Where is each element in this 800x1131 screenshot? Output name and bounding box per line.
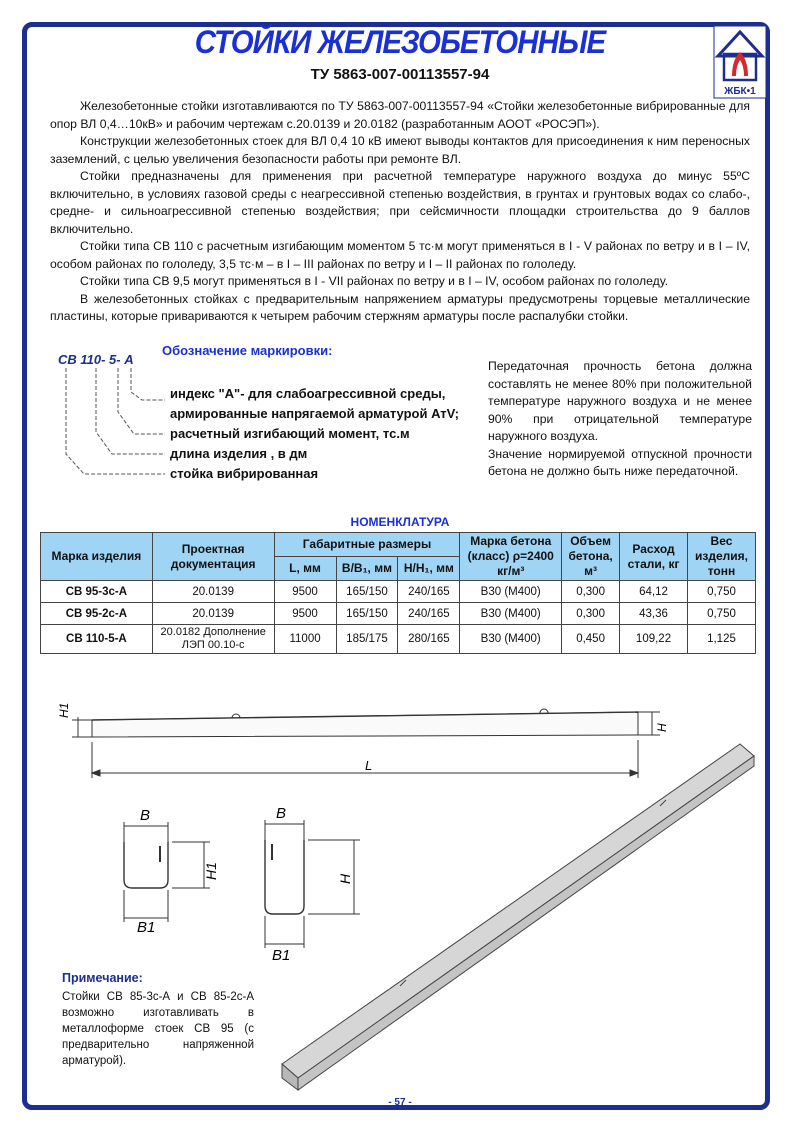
cell-width: 165/150 (336, 603, 398, 625)
legend-item: расчетный изгибающий момент, тс.м (170, 426, 410, 441)
header-doc: Проектная документация (152, 533, 274, 581)
legend-item: армированные напрягаемой арматурой АтV; (170, 406, 459, 421)
cell-length: 9500 (274, 603, 336, 625)
header-mark: Марка изделия (41, 533, 153, 581)
header-weight: Вес изделия, тонн (687, 533, 755, 581)
cross-section-top (124, 822, 210, 922)
label-h1: H1 (57, 702, 71, 718)
legend-item: индекс "А"- для слабоагрессивной среды, (170, 386, 446, 401)
paragraph: В железобетонных стойках с предварительным напряжением арматуры предусмотрены торцевые металлические пластины, которые привариваются к четырем рабочим стержням арматуры после распалубки стойки. (50, 291, 750, 323)
label-b: B (140, 807, 151, 824)
cell-doc: 20.0139 (152, 603, 274, 625)
label-b: B (276, 805, 287, 822)
cell-height: 240/165 (398, 581, 460, 603)
cell-concrete: В30 (М400) (460, 603, 562, 625)
page-number: - 57 - (388, 1097, 412, 1108)
paragraph: Конструкции железобетонных стоек для ВЛ 0,4 10 кВ имеют выводы контактов для присоединения к ним переносных заземлений, с целью увеличения безопасности работы при ремонте ВЛ. (50, 134, 750, 166)
legend-item: стойка вибрированная (170, 466, 319, 481)
paragraph: Железобетонные стойки изготавливаются по ТУ 5863-007-00113557-94 «Стойки железобетонные вибрированные для опор ВЛ 0,4…10кВ» и рабочим чертежам с.20.0139 и 20.0182 (разработанным АООТ «РОСЭП»). (50, 99, 750, 131)
cell-weight: 0,750 (687, 581, 755, 603)
page-subtitle: ТУ 5863-007-00113557-94 (310, 66, 490, 83)
cell-length: 11000 (274, 625, 336, 654)
header-concrete: Марка бетона (класс) ρ=2400 кг/м³ (460, 533, 562, 581)
logo-text: ЖБК•1 (724, 86, 756, 97)
cell-doc: 20.0139 (152, 581, 274, 603)
paragraph: Стойки типа СВ 110 с расчетным изгибающим моментом 5 тс·м могут применяться в I - V районах по ветру и в I – IV, особом районах по гололеду, 3,5 тс·м – в I – III районах по ветру и I – II районах по гололеду. (50, 239, 750, 271)
pole-3d-view (282, 744, 754, 1090)
note-text: Стойки СВ 85-3с-А и СВ 85-2с-А возможно изготавливать в металлоформе стоек СВ 95 (с предварительно напряженной арматурой). (62, 991, 254, 1067)
label-l: L (365, 758, 373, 773)
cell-width: 185/175 (336, 625, 398, 654)
label-b1: B1 (272, 947, 291, 964)
cell-mark: СВ 95-3с-А (41, 581, 153, 603)
cell-steel: 64,12 (620, 581, 688, 603)
cell-concrete: В30 (М400) (460, 625, 562, 654)
header-volume: Объем бетона, м³ (562, 533, 620, 581)
cell-volume: 0,450 (562, 625, 620, 654)
paragraph: Стойки предназначены для применения при расчетной температуре наружного воздуха до минус 55ºС включительно, в условиях газовой среды с неагрессивной степенью воздействия, в грунтах и грунтовых водах со слабо-, средне- и сильноагрессивной степенью воздействия; при сейсмичности площадки строительства до 9 баллов включительно. (50, 169, 750, 236)
paragraph: Передаточная прочность бетона должна составлять не менее 80% при положительной температуре наружного воздуха и не менее 90% при отрицательной температуре наружного воздуха. (488, 359, 752, 443)
label-h: H (337, 873, 353, 884)
cell-weight: 0,750 (687, 603, 755, 625)
cell-mark: СВ 110-5-А (41, 625, 153, 654)
header-dims: Габаритные размеры (274, 533, 460, 557)
cell-concrete: В30 (М400) (460, 581, 562, 603)
note-title: Примечание: (62, 971, 143, 985)
label-b1: B1 (137, 919, 156, 936)
header-width: B/B₁, мм (336, 557, 398, 581)
nomenclature-title: НОМЕНКЛАТУРА (350, 515, 450, 529)
legend-item: длина изделия , в дм (170, 446, 308, 461)
header-height: H/H₁, мм (398, 557, 460, 581)
cell-height: 240/165 (398, 603, 460, 625)
cell-width: 165/150 (336, 581, 398, 603)
cell-weight: 1,125 (687, 625, 755, 654)
paragraph: Значение нормируемой отпускной прочности бетона не должно быть ниже передаточной. (488, 446, 752, 478)
page-title: СТОЙКИ ЖЕЛЕЗОБЕТОННЫЕ (194, 24, 606, 60)
marking-code: СВ 110- 5- А (58, 352, 134, 367)
cell-steel: 109,22 (620, 625, 688, 654)
header-length: L, мм (274, 557, 336, 581)
header-steel: Расход стали, кг (620, 533, 688, 581)
paragraph: Стойки типа СВ 9,5 могут применяться в I - VII районах по ветру и в I – IV, особом районах по гололеду. (80, 274, 668, 288)
label-h1: H1 (203, 862, 219, 880)
cell-volume: 0,300 (562, 603, 620, 625)
cell-height: 280/165 (398, 625, 460, 654)
marking-title: Обозначение маркировки: (162, 343, 333, 358)
label-h: H (655, 723, 669, 732)
cell-steel: 43,36 (620, 603, 688, 625)
cell-mark: СВ 95-2с-А (41, 603, 153, 625)
cell-volume: 0,300 (562, 581, 620, 603)
cell-doc: 20.0182 Дополнение ЛЭП 00.10-с (152, 625, 274, 654)
cell-length: 9500 (274, 581, 336, 603)
